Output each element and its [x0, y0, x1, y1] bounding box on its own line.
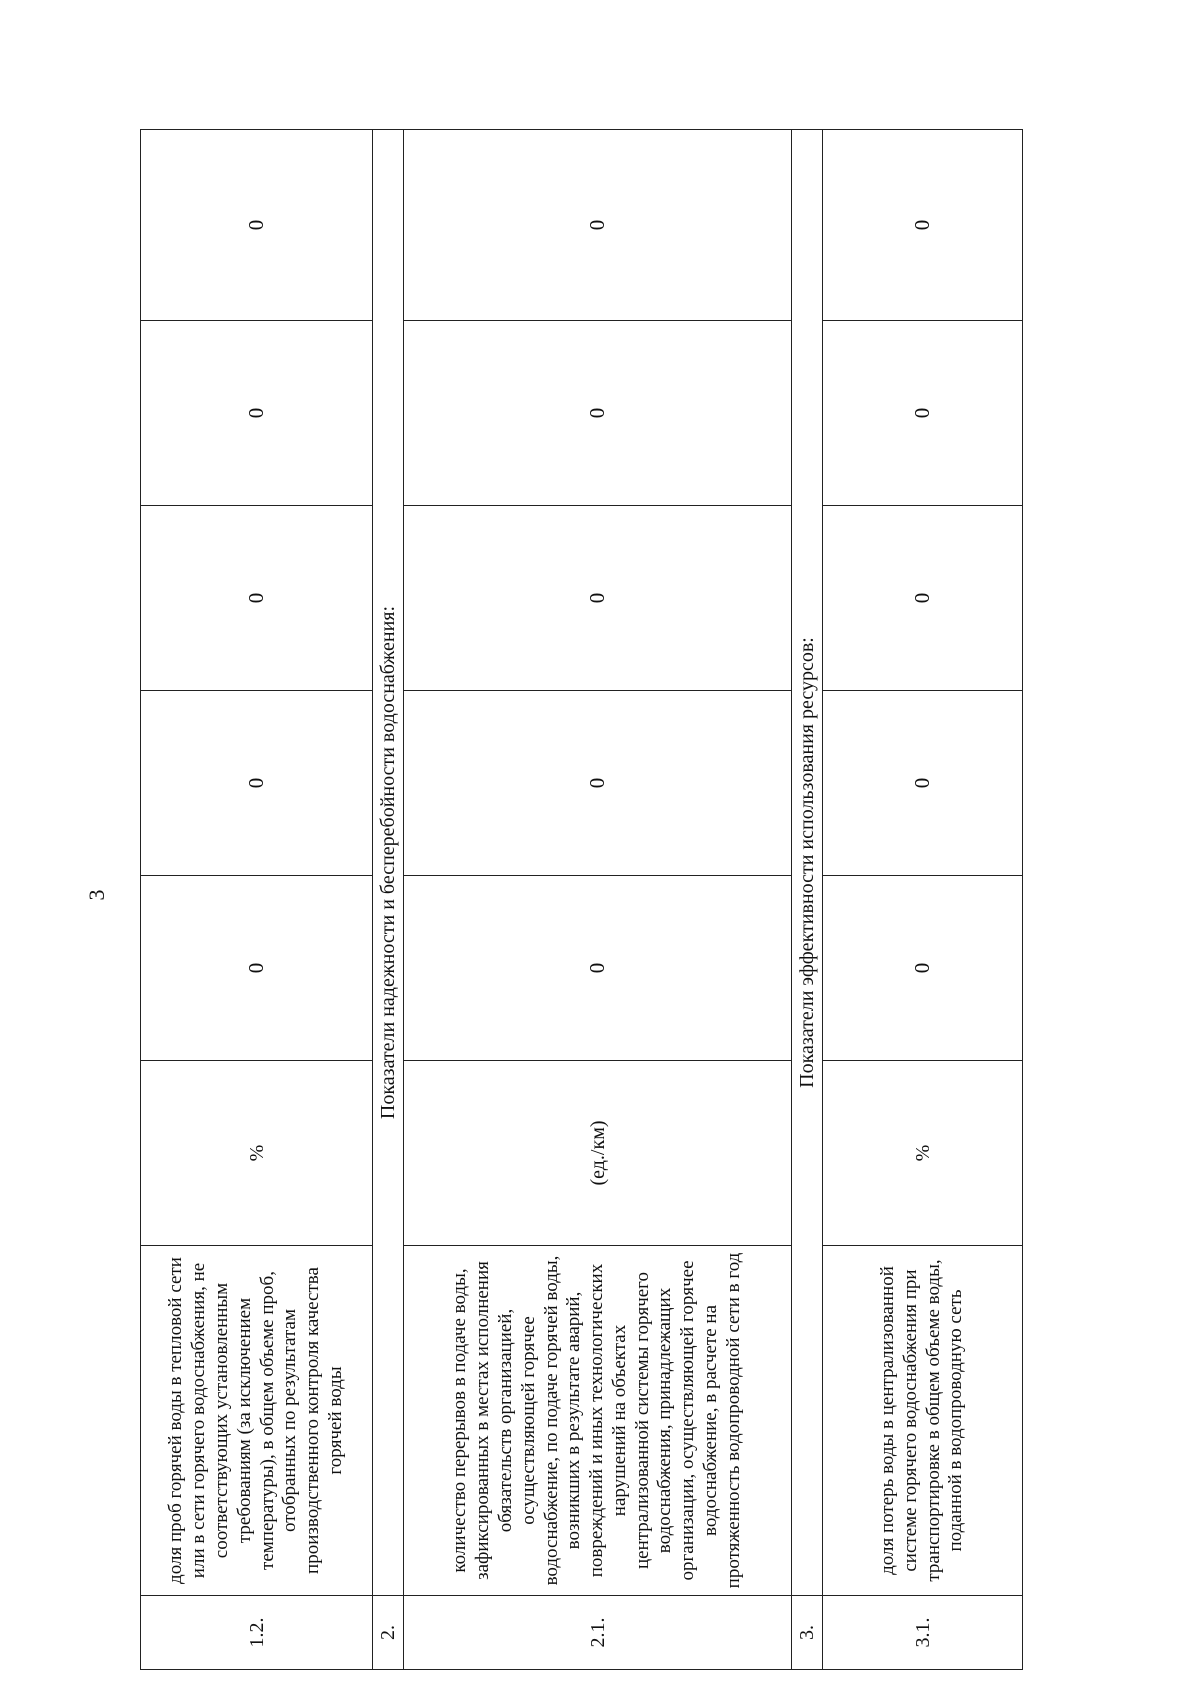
indicator-description: доля потерь воды в централизованной системе горячего водоснабжения при транспортировке в общем объеме воды, поданной в водопроводную сеть — [823, 1246, 1023, 1596]
value-cell: 0 — [404, 691, 792, 876]
value-cell: 0 — [823, 691, 1023, 876]
value-cell: 0 — [404, 130, 792, 321]
value-cell: 0 — [141, 130, 373, 321]
value-cell: 0 — [823, 321, 1023, 506]
value-cell: 0 — [141, 506, 373, 691]
section-title: Показатели надежности и бесперебойности водоснабжения: — [373, 130, 404, 1596]
table-stage — [140, 130, 1040, 1670]
value-cell: 0 — [404, 506, 792, 691]
section-number: 2. — [373, 1596, 404, 1670]
indicators-table — [140, 129, 1023, 1670]
unit-cell: % — [141, 1061, 373, 1246]
value-cell: 0 — [404, 876, 792, 1061]
unit-cell: (ед./км) — [404, 1061, 792, 1246]
value-cell: 0 — [823, 130, 1023, 321]
unit-cell: % — [823, 1061, 1023, 1246]
value-cell: 0 — [404, 321, 792, 506]
page-number: 3 — [84, 889, 109, 901]
section-title: Показатели эффективности использования ресурсов: — [792, 130, 823, 1596]
row-number: 1.2. — [141, 1596, 373, 1670]
row-number: 2.1. — [404, 1596, 792, 1670]
table-row — [141, 130, 373, 1670]
section-row — [792, 130, 823, 1670]
value-cell: 0 — [823, 506, 1023, 691]
value-cell: 0 — [141, 876, 373, 1061]
table-row — [404, 130, 792, 1670]
indicator-description: доля проб горячей воды в тепловой сети или в сети горячего водоснабжения, не соответствующих установленным требованиям (за исключением температуры), в общем объеме проб, отобранных по результатам производственного контроля качества горячей воды — [141, 1246, 373, 1596]
indicator-description: количество перерывов в подаче воды, зафиксированных в местах исполнения обязательств организацией, осуществляющей горячее водоснабжение, по подаче горячей воды, возникших в результате аварий, повреждений и иных технологических нарушений на объектах централизованной системы горячего водоснабжения, принадлежащих организации, осуществляющей горячее водоснабжение, в расчете на протяженность водопроводной сети в год — [404, 1246, 792, 1596]
section-row — [373, 130, 404, 1670]
section-number: 3. — [792, 1596, 823, 1670]
row-number: 3.1. — [823, 1596, 1023, 1670]
table-row — [823, 130, 1023, 1670]
value-cell: 0 — [141, 691, 373, 876]
value-cell: 0 — [141, 321, 373, 506]
value-cell: 0 — [823, 876, 1023, 1061]
